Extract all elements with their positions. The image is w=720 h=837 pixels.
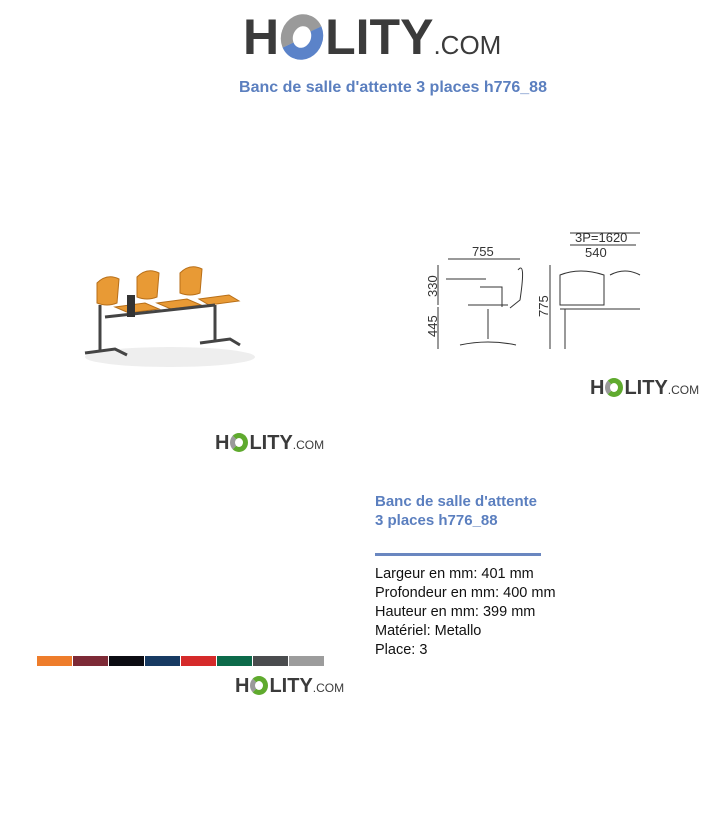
logo-o-icon (275, 8, 330, 66)
spec-depth: Profondeur en mm: 400 mm (375, 585, 556, 601)
dim-h-top: 330 (425, 275, 440, 297)
dim-total: 3P=1620 (575, 230, 628, 245)
photo-logo: H LITY .COM (215, 432, 325, 454)
dim-h-bottom: 445 (425, 315, 440, 337)
product-title: Banc de salle d'attente 3 places h776_88 (375, 493, 537, 529)
page-title: Banc de salle d'attente 3 places h776_88 (239, 79, 547, 96)
color-swatch[interactable] (109, 656, 144, 666)
title-divider (375, 553, 541, 556)
dim-seat: 540 (585, 245, 607, 260)
logo-h: H (243, 9, 280, 65)
spec-material: Matériel: Metallo (375, 623, 482, 639)
color-swatches (37, 651, 324, 666)
spec-width: Largeur en mm: 401 mm (375, 566, 534, 582)
color-swatch[interactable] (253, 656, 288, 666)
logo-text: LITY (325, 9, 434, 65)
dim-width: 755 (472, 244, 494, 259)
logo-o-icon (605, 378, 623, 397)
swatch-logo: H LITY .COM (235, 675, 345, 697)
color-swatch[interactable] (37, 656, 72, 666)
logo-o-icon (250, 676, 268, 695)
color-swatch[interactable] (289, 656, 324, 666)
dim-h-total: 775 (536, 295, 551, 317)
dimension-diagram (420, 225, 650, 355)
header-logo[interactable] (243, 9, 502, 65)
spec-list (375, 565, 556, 660)
color-swatch[interactable] (217, 656, 252, 666)
bench-photo (75, 265, 255, 370)
diagram-logo: H LITY .COM (590, 377, 700, 399)
color-swatch[interactable] (73, 656, 108, 666)
spec-height: Hauteur en mm: 399 mm (375, 604, 536, 620)
logo-o-icon (230, 433, 248, 452)
logo-com: .COM (433, 30, 502, 60)
color-swatch[interactable] (145, 656, 180, 666)
color-swatch[interactable] (181, 656, 216, 666)
spec-places: Place: 3 (375, 642, 428, 658)
